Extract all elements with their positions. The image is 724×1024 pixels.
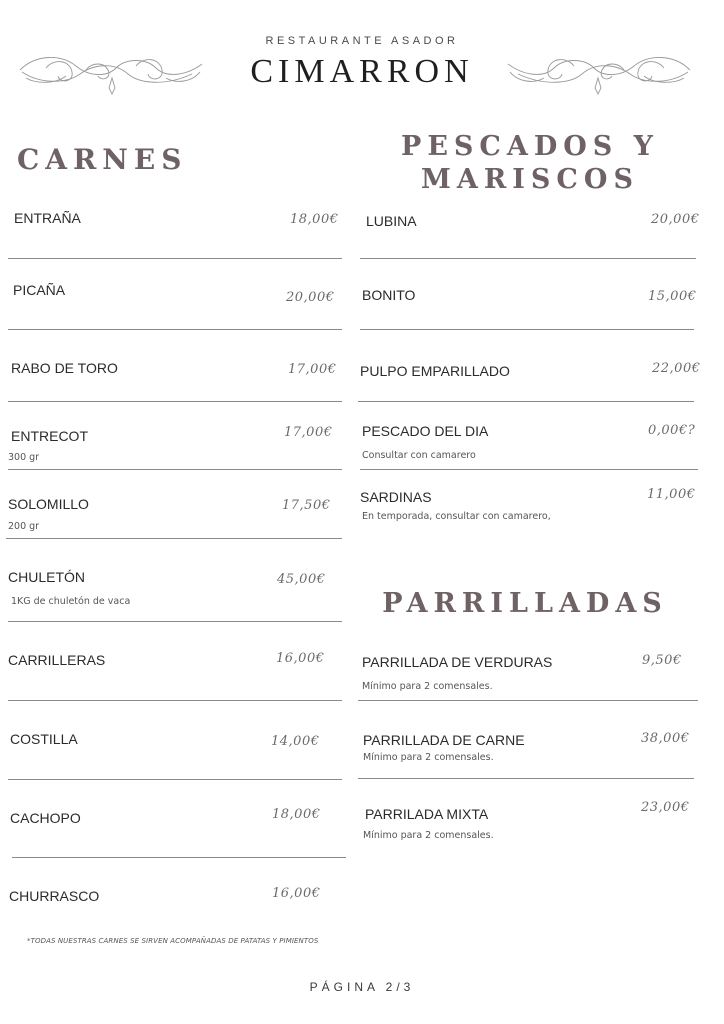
item-divider — [8, 329, 342, 330]
item-name: SARDINAS — [360, 489, 432, 505]
item-price: 15,00€ — [648, 289, 697, 304]
baroque-flourish-icon — [504, 48, 694, 98]
item-price: 16,00€ — [276, 651, 325, 666]
item-price: 20,00€ — [286, 290, 335, 305]
item-note: En temporada, consultar con camarero, — [362, 511, 551, 522]
item-name: PULPO EMPARILLADO — [360, 363, 510, 379]
item-name: PARRILADA MIXTA — [365, 806, 489, 822]
item-divider — [8, 700, 342, 701]
item-note: 200 gr — [8, 521, 40, 532]
item-price: 23,00€ — [641, 800, 690, 815]
item-name: BONITO — [362, 287, 416, 303]
item-name: COSTILLA — [10, 731, 78, 747]
item-name: ENTRECOT — [11, 428, 88, 444]
item-price: 45,00€ — [277, 572, 326, 587]
item-price: 11,00€ — [647, 487, 696, 502]
restaurant-name: CIMARRON — [250, 53, 474, 90]
item-name: CARRILLERAS — [8, 652, 106, 668]
section-title-parrilladas: PARRILLADAS — [382, 588, 668, 619]
item-price: 17,50€ — [282, 498, 331, 513]
item-divider — [8, 621, 342, 622]
item-price: 0,00€? — [648, 423, 696, 438]
item-divider — [360, 258, 696, 259]
item-divider — [8, 258, 342, 259]
item-name: CHULETÓN — [8, 569, 86, 585]
item-divider — [8, 779, 342, 780]
item-price: 38,00€ — [641, 731, 690, 746]
item-name: CACHOPO — [10, 810, 81, 826]
item-note: Mínimo para 2 comensales. — [363, 752, 494, 763]
item-divider — [8, 469, 342, 470]
item-name: SOLOMILLO — [8, 496, 89, 512]
item-price: 16,00€ — [272, 886, 321, 901]
item-divider — [358, 778, 694, 779]
garnish-footnote: *TODAS NUESTRAS CARNES SE SIRVEN ACOMPAÑADAS DE PATATAS Y PIMIENTOS — [27, 937, 319, 945]
item-note: Consultar con camarero — [362, 450, 476, 461]
section-title-carnes: CARNES — [17, 143, 188, 176]
baroque-flourish-icon — [16, 48, 206, 98]
item-divider — [358, 401, 694, 402]
item-price: 18,00€ — [290, 212, 339, 227]
item-note: 300 gr — [8, 452, 40, 463]
item-name: PICAÑA — [13, 282, 66, 298]
item-divider — [358, 700, 698, 701]
page-number: PÁGINA 2/3 — [309, 980, 415, 994]
item-name: PESCADO DEL DIA — [362, 423, 489, 439]
item-name: ENTRAÑA — [14, 210, 81, 226]
item-name: PARRILLADA DE VERDURAS — [362, 654, 553, 670]
item-note: Mínimo para 2 comensales. — [363, 830, 494, 841]
item-note: Mínimo para 2 comensales. — [362, 681, 493, 692]
item-name: RABO DE TORO — [11, 360, 118, 376]
item-divider — [360, 329, 694, 330]
item-divider — [8, 401, 342, 402]
item-divider — [6, 538, 342, 539]
section-title-pescados-line2: MARISCOS — [421, 164, 639, 195]
item-name: PARRILLADA DE CARNE — [363, 732, 525, 748]
item-name: LUBINA — [366, 213, 417, 229]
item-price: 17,00€ — [288, 362, 337, 377]
item-price: 17,00€ — [284, 425, 333, 440]
item-name: CHURRASCO — [9, 888, 100, 904]
item-divider — [360, 469, 698, 470]
item-price: 9,50€ — [642, 653, 682, 668]
section-title-pescados-line1: PESCADOS Y — [401, 131, 659, 162]
section-title-pescados — [380, 130, 680, 196]
restaurant-subtitle: RESTAURANTE ASADOR — [265, 35, 459, 47]
item-note: 1KG de chuletón de vaca — [11, 596, 131, 607]
item-price: 22,00€ — [652, 361, 701, 376]
item-divider — [12, 857, 346, 858]
item-price: 20,00€ — [651, 212, 700, 227]
item-price: 14,00€ — [271, 734, 320, 749]
item-price: 18,00€ — [272, 807, 321, 822]
